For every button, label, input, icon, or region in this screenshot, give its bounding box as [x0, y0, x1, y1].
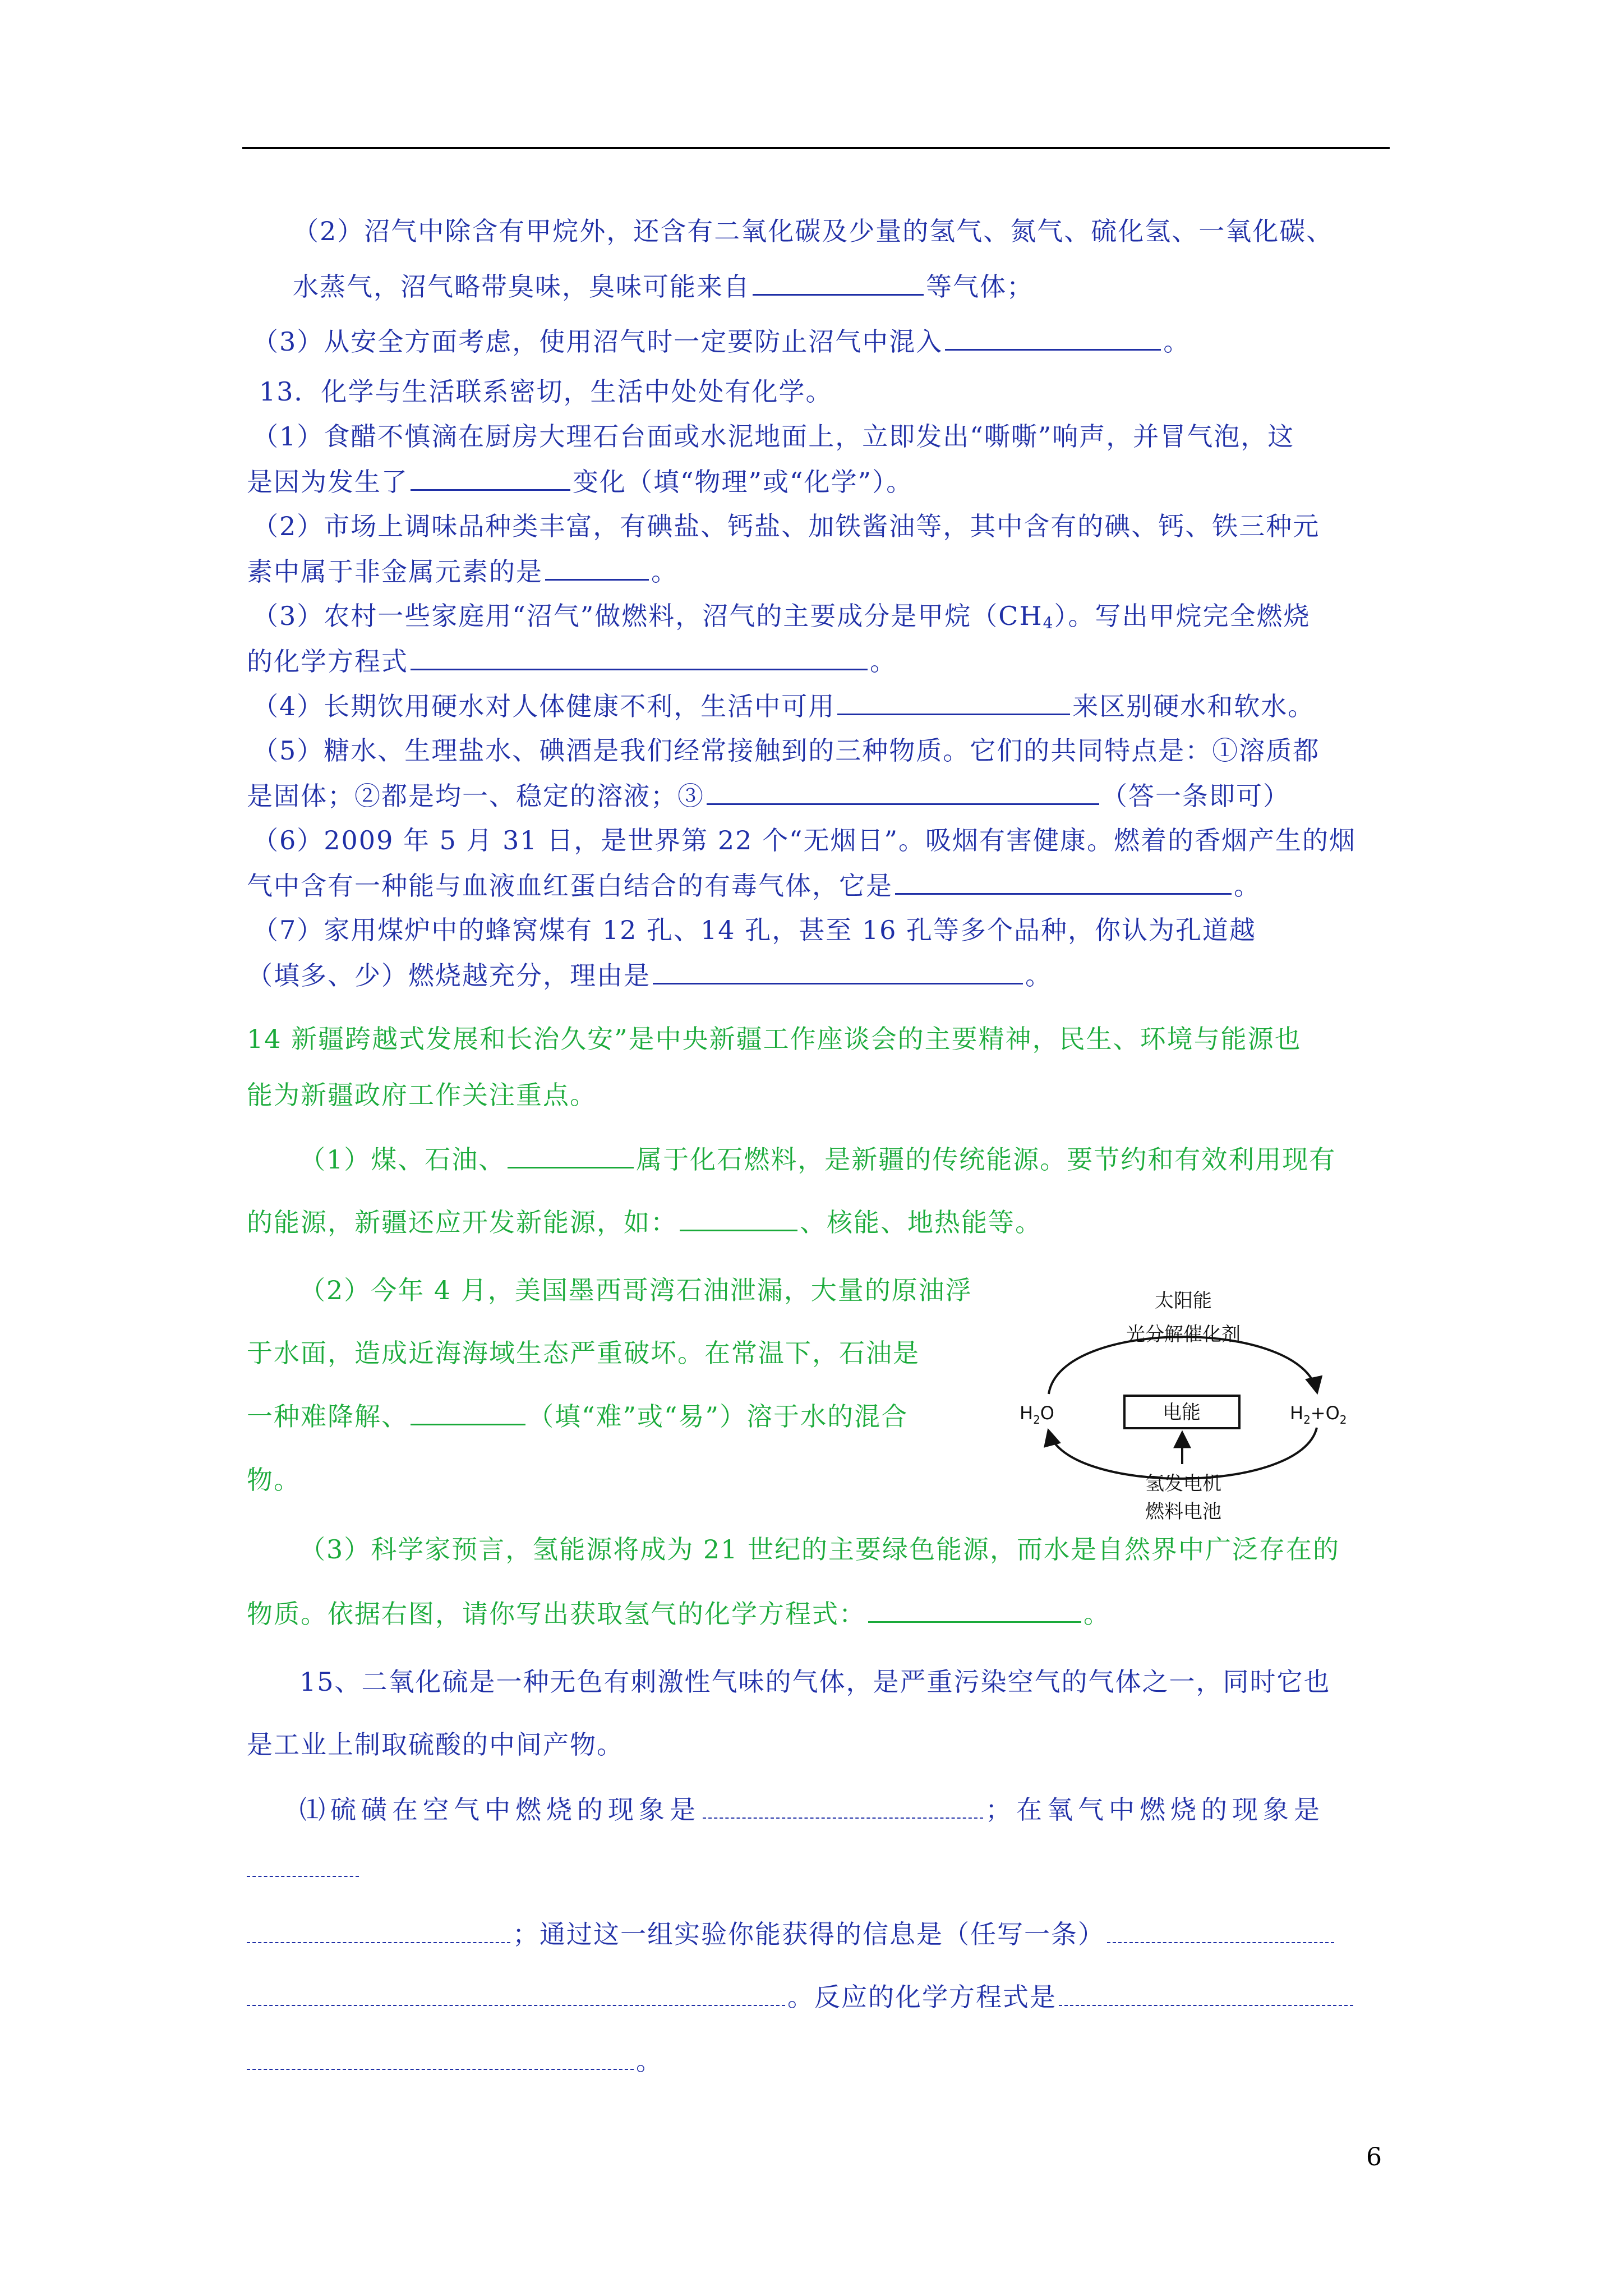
q14-part1-blank2[interactable] — [680, 1205, 797, 1231]
q12-part3-line: （3）从安全方面考虑，使用沼气时一定要防止沼气中混入 。 — [252, 324, 1190, 358]
q14-part2-line4: 物。 — [247, 1465, 301, 1495]
q14-part2-line2: 于水面，造成近海海域生态严重破坏。在常温下，石油是 — [247, 1338, 920, 1368]
electric-energy-label: 电能 — [1163, 1401, 1201, 1424]
q13-part5-line2: 是固体；②都是均一、稳定的溶液；③ （答一条即可） — [247, 779, 1290, 813]
water-label: $H_2O$ — [1020, 1402, 1054, 1427]
q14-part2-line1: （2）今年 4 月，美国墨西哥湾石油泄漏，大量的原油浮 — [299, 1275, 972, 1305]
q14-part3-line2: 物质。依据右图，请你写出获取氢气的化学方程式： 。 — [247, 1596, 1110, 1631]
q15-info-blank-a[interactable] — [1107, 1917, 1334, 1943]
q15-equation-blank-a[interactable] — [1059, 1980, 1353, 2006]
solar-energy-label: 太阳能 — [1155, 1290, 1212, 1312]
q14-intro-line1: 14 新疆跨越式发展和长治久安”是中央新疆工作座谈会的主要精神，民生、环境与能源也 — [247, 1024, 1302, 1054]
q13-part6-line2: 气中含有一种能与血液血红蛋白结合的有毒气体，它是 。 — [247, 868, 1261, 903]
q15-intro-line1: 15、二氧化硫是一种无色有刺激性气味的气体，是严重污染空气的气体之一，同时它也 — [299, 1667, 1331, 1697]
q12-part3-blank[interactable] — [945, 324, 1161, 351]
q15-intro-line2: 是工业上制取硫酸的中间产物。 — [247, 1729, 624, 1760]
q15-part1-line2 — [247, 1851, 361, 1885]
fuel-cell-label: 燃料电池 — [1145, 1501, 1221, 1523]
q14-part3-blank[interactable] — [868, 1596, 1081, 1623]
q13-title: 13．化学与生活联系密切，生活中处处有化学。 — [259, 376, 833, 407]
hydrogen-oxygen-label: $H_2+O_2$ — [1290, 1402, 1347, 1427]
q13-part1-blank[interactable] — [411, 464, 570, 491]
q13-part2-line2: 素中属于非金属元素的是 。 — [247, 554, 678, 588]
q13-part7-blank[interactable] — [653, 958, 1023, 984]
page-number: 6 — [1366, 2143, 1382, 2171]
q15-part1-line4: 。反应的化学方程式是 — [247, 1980, 1355, 2014]
q12-part2-line1: （2）沼气中除含有甲烷外，还含有二氧化碳及少量的氢气、氮气、硫化氢、一氧化碳、 — [293, 216, 1334, 246]
q13-part7-line2: （填多、少）燃烧越充分，理由是 。 — [247, 958, 1052, 992]
q13-part5-blank[interactable] — [707, 779, 1099, 805]
q14-part1-blank1[interactable] — [508, 1142, 634, 1168]
q15-info-blank-b[interactable] — [247, 1980, 785, 2006]
q13-part3-line2: 的化学方程式 。 — [247, 644, 897, 678]
q14-part1-line2: 的能源，新疆还应开发新能源，如： 、核能、地热能等。 — [247, 1205, 1042, 1239]
q13-part5-line1: （5）糖水、生理盐水、碘酒是我们经常接触到的三种物质。它们的共同特点是：①溶质都 — [252, 735, 1320, 766]
q14-intro-line2: 能为新疆政府工作关注重点。 — [247, 1080, 597, 1110]
q13-part4-line: （4）长期饮用硬水对人体健康不利，生活中可用 来区别硬水和软水。 — [252, 689, 1315, 723]
q13-part1-line2: 是因为发生了 变化（填“物理”或“化学”）。 — [247, 464, 913, 499]
q12-part2-blank[interactable] — [753, 269, 924, 296]
q13-part1-line1: （1）食醋不慎滴在厨房大理石台面或水泥地面上，立即发出“嘶嘶”响声，并冒气泡，这 — [252, 421, 1295, 452]
q15-part1-line5: 。 — [247, 2044, 663, 2078]
q13-part6-line1: （6）2009 年 5 月 31 日，是世界第 22 个“无烟日”。吸烟有害健康。燃着的香烟产生的烟 — [252, 825, 1357, 855]
q13-part2-blank[interactable] — [545, 554, 649, 581]
q15-air-phenomenon-blank[interactable] — [703, 1793, 983, 1819]
q15-oxygen-phenomenon-blank-a[interactable] — [247, 1851, 359, 1877]
q12-part2-line2: 水蒸气，沼气略带臭味，臭味可能来自 等气体； — [293, 269, 1034, 303]
q13-part7-line1: （7）家用煤炉中的蜂窝煤有 12 孔、14 孔，甚至 16 孔等多个品种，你认为孔道越 — [252, 915, 1256, 945]
hydrogen-cycle-diagram — [1009, 1285, 1357, 1526]
q13-part3-line1: （3）农村一些家庭用“沼气”做燃料，沼气的主要成分是甲烷$(CH_4)$。写出甲烷完全燃烧 — [252, 601, 1311, 632]
hydrogen-generator-label: 氢发电机 — [1145, 1473, 1221, 1495]
q15-part1-line1: ⑴硫磺在空气中燃烧的现象是 ；在氧气中燃烧的现象是 — [299, 1793, 1325, 1826]
q14-part2-blank[interactable] — [411, 1399, 525, 1425]
q13-part6-blank[interactable] — [895, 868, 1232, 895]
q14-part2-line3: 一种难降解、 （填“难”或“易”）溶于水的混合 — [247, 1399, 908, 1433]
q13-part3-blank[interactable] — [411, 644, 868, 670]
header-rule — [242, 147, 1390, 149]
photolysis-catalyst-label: 光分解催化剂 — [1126, 1323, 1241, 1346]
q14-part3-line1: （3）科学家预言，氢能源将成为 21 世纪的主要绿色能源，而水是自然界中广泛存在的 — [299, 1534, 1340, 1565]
q14-part1-line1: （1）煤、石油、 属于化石燃料，是新疆的传统能源。要节约和有效利用现有 — [299, 1142, 1336, 1176]
q13-part2-line1: （2）市场上调味品种类丰富，有碘盐、钙盐、加铁酱油等，其中含有的碘、钙、铁三种元 — [252, 511, 1320, 541]
q15-part1-line3: ；通过这一组实验你能获得的信息是（任写一条） — [247, 1917, 1336, 1951]
q15-equation-blank-b[interactable] — [247, 2044, 634, 2070]
q15-oxygen-phenomenon-blank-b[interactable] — [247, 1917, 510, 1943]
q13-part4-blank[interactable] — [837, 689, 1070, 715]
